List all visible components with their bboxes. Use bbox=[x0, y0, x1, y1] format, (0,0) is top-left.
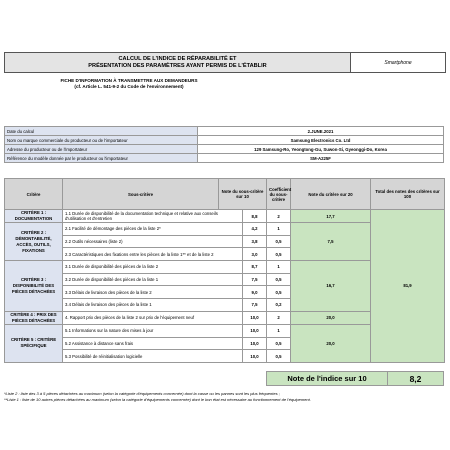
sub-criterion-note: 3,0 bbox=[243, 248, 267, 261]
header-coefficient: Coefficient du sous-critère bbox=[267, 179, 291, 210]
fiche-heading bbox=[4, 78, 254, 90]
info-label: Date du calcul bbox=[5, 127, 198, 136]
sub-criterion-label: 2.3 Caractéristiques des fixations entre les pièces de la liste 1** et de la liste 2 bbox=[63, 248, 243, 261]
header-note-critere: Note du critère sur 20 bbox=[291, 179, 371, 210]
info-row bbox=[5, 154, 444, 163]
scores-header-row bbox=[5, 179, 445, 210]
info-value: 129 Samsung-Ro, Yeongtong-Gu, Suwon-Si, Gyeonggi-Do, Korea bbox=[198, 145, 444, 154]
sub-criterion-note: 8,8 bbox=[243, 210, 267, 223]
product-category: Smartphone bbox=[384, 59, 412, 66]
table-row bbox=[5, 210, 445, 223]
criterion-note: 20,0 bbox=[291, 311, 371, 324]
info-row bbox=[5, 127, 444, 136]
sub-criterion-note: 10,0 bbox=[243, 311, 267, 324]
sub-criterion-coef: 0,5 bbox=[267, 337, 291, 350]
info-row bbox=[5, 136, 444, 145]
info-label: Nom ou marque commerciale du producteur ou de l'importateur bbox=[5, 136, 198, 145]
header-note-sous-critere: Note du sous-critère sur 10 bbox=[219, 179, 267, 210]
producer-info-table bbox=[4, 126, 444, 163]
sub-criterion-label: 5.2 Assistance à distance sans frais bbox=[63, 337, 243, 350]
sub-criterion-coef: 0,5 bbox=[267, 286, 291, 299]
sub-criterion-label: 4. Rapport prix des pièces de la liste 2 sur prix de l'équipement neuf bbox=[63, 311, 243, 324]
header-total: Total des notes des critères sur 100 bbox=[371, 179, 445, 210]
criterion-name: CRITÈRE 3 : DISPONIBILITÉ DES PIÈCES DÉTACHÉES bbox=[5, 261, 63, 312]
sub-criterion-coef: 1 bbox=[267, 324, 291, 337]
info-label: Référence du modèle donnée par le producteur ou l'importateur bbox=[5, 154, 198, 163]
fiche-line1: FICHE D'INFORMATION À TRANSMETTRE AUX DEMANDEURS bbox=[60, 78, 198, 83]
sub-criterion-note: 10,0 bbox=[243, 337, 267, 350]
sub-criterion-coef: 0,5 bbox=[267, 248, 291, 261]
sub-criterion-note: 10,0 bbox=[243, 350, 267, 363]
sub-criterion-label: 2.1 Facilité de démontage des pièces de la liste 2* bbox=[63, 223, 243, 236]
sub-criterion-note: 10,0 bbox=[243, 324, 267, 337]
sub-criterion-label: 3.3 Délais de livraison des pièces de la liste 2 bbox=[63, 286, 243, 299]
footnote-list-2: *Liste 2 : liste des 3 à 5 pièces détachées au maximum (selon la catégorie d'équipements concernée) dont la casse ou les pannes sont les plus fréquentes ; bbox=[4, 391, 280, 396]
sub-criterion-coef: 0,5 bbox=[267, 273, 291, 286]
final-index bbox=[4, 371, 444, 386]
sub-criterion-label: 2.2 Outils nécessaires (liste 2) bbox=[63, 235, 243, 248]
footnote-list-1: **Liste 1 : liste de 10 autres pièces détachées au maximum (selon la catégorie d'équipements concernée) dont le bon état est nécessaire au fonctionnement de l'équipement. bbox=[4, 397, 311, 402]
header-title-line2: PRÉSENTATION DES PARAMÈTRES AYANT PERMIS DE L'ÉTABLIR bbox=[88, 62, 267, 69]
sub-criterion-note: 9,0 bbox=[243, 286, 267, 299]
sub-criterion-note: 4,2 bbox=[243, 223, 267, 236]
sub-criterion-coef: 0,5 bbox=[267, 350, 291, 363]
header-sous-critere: Sous-critère bbox=[63, 179, 219, 210]
sub-criterion-coef: 2 bbox=[267, 311, 291, 324]
sub-criterion-label: 5.3 Possibilité de réinitialisation logicielle bbox=[63, 350, 243, 363]
sub-criterion-note: 3,8 bbox=[243, 235, 267, 248]
sub-criterion-coef: 1 bbox=[267, 261, 291, 274]
criterion-note: 20,0 bbox=[291, 324, 371, 362]
sub-criterion-label: 3.2 Durée de disponibilité des pièces de la liste 1 bbox=[63, 273, 243, 286]
sub-criterion-coef: 2 bbox=[267, 210, 291, 223]
info-row bbox=[5, 145, 444, 154]
sub-criterion-label: 3.4 Délais de livraison des pièces de la liste 1 bbox=[63, 299, 243, 312]
info-value: SM-A225F bbox=[198, 154, 444, 163]
info-label: Adresse du producteur ou de l'importateur bbox=[5, 145, 198, 154]
scores-table bbox=[4, 178, 445, 363]
criterion-name: CRITÈRE 4 : PRIX DES PIÈCES DÉTACHÉES bbox=[5, 311, 63, 324]
criterion-name: CRITÈRE 5 : CRITÈRE SPÉCIFIQUE bbox=[5, 324, 63, 362]
header bbox=[4, 52, 446, 73]
total-score: 81,9 bbox=[371, 210, 445, 363]
final-index-label: Note de l'indice sur 10 bbox=[266, 371, 388, 386]
header-title-line1: CALCUL DE L'INDICE DE RÉPARABILITÉ ET bbox=[118, 55, 237, 62]
sub-criterion-note: 7,5 bbox=[243, 299, 267, 312]
criterion-note: 7,5 bbox=[291, 223, 371, 261]
info-value: Samsung Electronics Co. Ltd bbox=[198, 136, 444, 145]
info-value: 2.JUNE.2021 bbox=[198, 127, 444, 136]
sub-criterion-coef: 0,5 bbox=[267, 235, 291, 248]
fiche-line2: (cf. Article L. 541-9-2 du Code de l'environnement) bbox=[74, 84, 184, 89]
header-critere: Critère bbox=[5, 179, 63, 210]
final-index-value: 8,2 bbox=[388, 371, 444, 386]
criterion-note: 16,7 bbox=[291, 261, 371, 312]
sub-criterion-coef: 0,2 bbox=[267, 299, 291, 312]
criterion-note: 17,7 bbox=[291, 210, 371, 223]
sub-criterion-label: 1.1 Durée de disponibilité de la documentation technique et relative aux conseils d'utilisation et d'entretien bbox=[63, 210, 243, 223]
sub-criterion-note: 7,5 bbox=[243, 273, 267, 286]
sub-criterion-note: 8,7 bbox=[243, 261, 267, 274]
header-title bbox=[5, 53, 351, 72]
criterion-name: CRITÈRE 2 : DÉMONTABILITÉ, ACCÈS, OUTILS, FIXATIONS bbox=[5, 223, 63, 261]
sub-criterion-label: 3.1 Durée de disponibilité des pièces de la liste 2 bbox=[63, 261, 243, 274]
criterion-name: CRITÈRE 1 : DOCUMENTATION bbox=[5, 210, 63, 223]
sub-criterion-coef: 1 bbox=[267, 223, 291, 236]
sub-criterion-label: 5.1 Informations sur la nature des mises à jour bbox=[63, 324, 243, 337]
